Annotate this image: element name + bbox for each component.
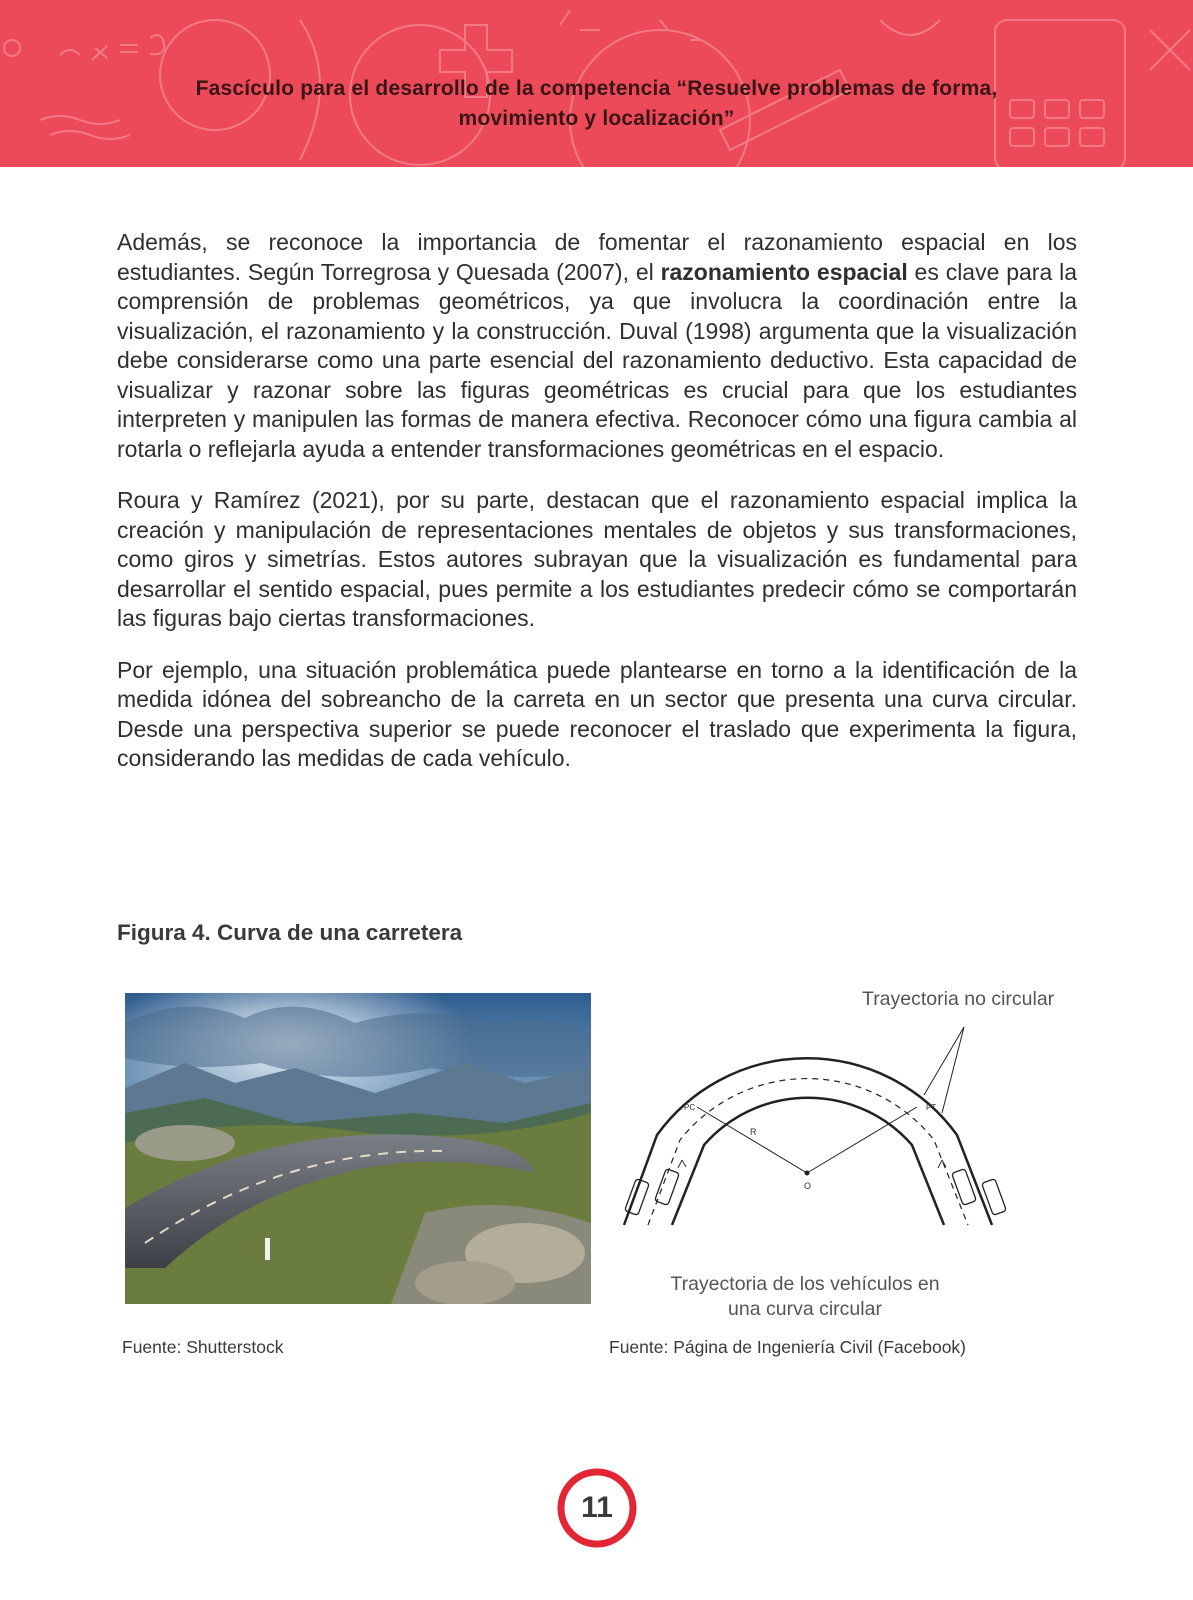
paragraph-1 <box>117 228 1077 464</box>
curve-diagram-svg <box>612 985 1092 1285</box>
pc-mark: PC <box>684 1103 696 1112</box>
radius-mark: R <box>750 1127 757 1137</box>
vehicle-trajectory-diagram <box>612 985 1092 1285</box>
page-number-badge <box>556 1467 638 1549</box>
page-number: 11 <box>581 1491 613 1524</box>
figure-title: Figura 4. Curva de una carretera <box>117 920 463 945</box>
diagram-caption-line-2: una curva circular <box>728 1298 882 1320</box>
paragraph-1-bold-term: razonamiento espacial <box>660 258 908 285</box>
body-text <box>117 228 1077 796</box>
center-mark: O <box>804 1181 812 1191</box>
source-left: Fuente: Shutterstock <box>122 1337 284 1357</box>
diagram-caption <box>640 1272 970 1322</box>
pt-mark: PT <box>926 1103 937 1112</box>
header-title-line-1: Fascículo para el desarrollo de la competencia “Resuelve problemas de forma, <box>195 77 998 100</box>
vehicle-icons <box>625 1169 1007 1216</box>
diagram-caption-line-1: Trayectoria de los vehículos en <box>670 1273 940 1295</box>
paragraph-2: Roura y Ramírez (2021), por su parte, destacan que el razonamiento espacial implica la creación y manipulación de representaciones mentales de objetos y sus transformaciones, como giros y simetrías. Estos autores subrayan que la visualización es fundamental para desarrollar el sentido espacial, pues permite a los estudiantes predecir cómo se comportarán las figuras bajo ciertas transformaciones. <box>117 487 1077 631</box>
paragraph-3: Por ejemplo, una situación problemática puede plantearse en torno a la identificación de la medida idónea del sobreancho de la carreta en un sector que presenta una curva circular. Desde una perspectiva superior se puede reconocer el traslado que experimenta la figura, considerando las medidas de cada vehículo. <box>117 656 1077 771</box>
header-title-line-2: movimiento y localización” <box>458 107 735 130</box>
non-circular-trajectory-label: Trayectoria no circular <box>862 988 1055 1010</box>
source-right: Fuente: Página de Ingeniería Civil (Facebook) <box>609 1337 967 1357</box>
road-curve-illustration <box>125 993 591 1304</box>
paragraph-1-end: es clave para la comprensión de problemas geométricos, ya que involucra la coordinación entre la visualización, el razonamiento y la construcción. Duval (1998) argumenta que la visualización debe considerarse como una parte esencial del razonamiento deductivo. Esta capacidad de visualizar y razonar sobre las figuras geométricas es crucial para que los estudiantes interpreten y manipulen las formas de manera efectiva. Reconocer cómo una figura cambia al rotarla o reflejarla ayuda a entender transformaciones geométricas en el espacio. <box>117 258 1077 462</box>
road-curve-photo <box>125 993 591 1304</box>
header-title <box>0 74 1193 134</box>
header-band <box>0 0 1193 167</box>
paragraph-1-start: Además, se reconoce la importancia de fomentar el razonamiento espacial en los estudiantes. Según Torregrosa y Quesada (2007), el <box>117 229 1077 285</box>
